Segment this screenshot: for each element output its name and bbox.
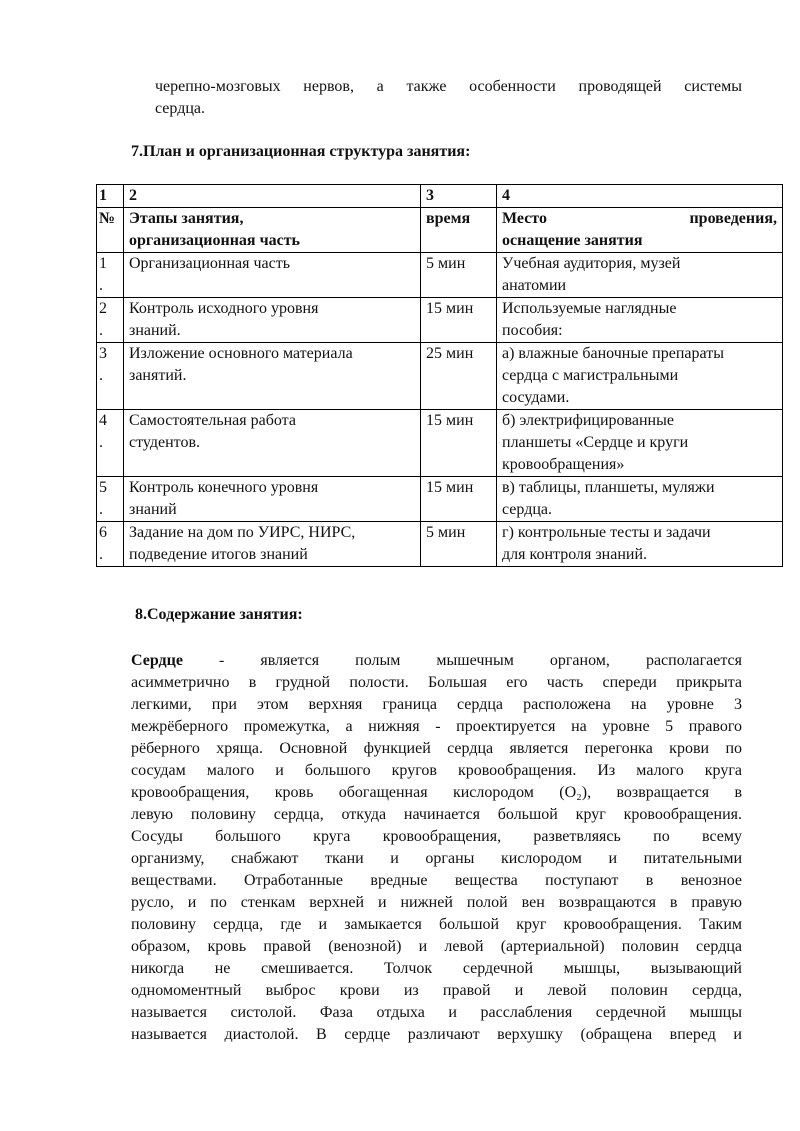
content-line: сосудам малого и большого кругов кровообращения. Из малого круга: [131, 762, 742, 779]
table-header-row: [97, 208, 783, 253]
content-line: кровообращения, кровь обогащенная кислородом (O₂), возвращается в: [131, 784, 742, 801]
row-number: [97, 410, 124, 477]
row-number: [97, 343, 124, 410]
place-cell: [497, 410, 783, 477]
content-line: называется диастолой. В сердце различают верхушку (обращена вперед и: [131, 1026, 742, 1043]
row-number-digit: 5: [99, 479, 107, 496]
row-number-dot: .: [99, 277, 103, 294]
table-number-row: [97, 185, 783, 208]
table-row: [97, 298, 783, 343]
content-line: организму, снабжают ткани и органы кислородом и питательными: [131, 850, 742, 867]
stage-line: знаний.: [129, 322, 181, 339]
content-line: никогда не смешивается. Толчок сердечной мышцы, вызывающий: [131, 960, 742, 977]
content-line: называется систолой. Фаза отдыха и расслабления сердечной мышцы: [131, 1004, 742, 1021]
content-line: одномоментный выброс крови из правой и левой половин сердца,: [131, 982, 742, 999]
time-cell: 25 мин: [421, 343, 497, 410]
row-number-dot: .: [99, 322, 103, 339]
col-number-2: 2: [124, 185, 421, 208]
place-line: для контроля знаний.: [502, 546, 647, 563]
intro-line: сердца.: [155, 100, 205, 117]
time-cell: 15 мин: [421, 410, 497, 477]
table-row: [97, 410, 783, 477]
header-stages-line: Этапы занятия,: [129, 210, 244, 227]
header-stages: [124, 208, 421, 253]
row-number: [97, 253, 124, 298]
row-number-dot: .: [99, 367, 103, 384]
place-line: планшеты «Сердце и круги: [502, 434, 689, 451]
stage-line: студентов.: [129, 434, 201, 451]
place-line: б) электрифицированные: [502, 412, 674, 429]
place-line: Используемые наглядные: [502, 300, 677, 317]
stage-cell: [124, 410, 421, 477]
row-number-digit: 1: [99, 255, 107, 272]
intro-paragraph: [155, 76, 742, 120]
content-line: асимметрично в грудной полости. Большая его часть спереди прикрыта: [131, 674, 742, 691]
place-line: сосудами.: [502, 389, 570, 406]
row-number-dot: .: [99, 546, 103, 563]
stage-line: Организационная часть: [129, 255, 291, 272]
stage-line: Контроль конечного уровня: [129, 479, 319, 496]
table-row: [97, 477, 783, 522]
header-place: [497, 208, 783, 253]
row-number: [97, 477, 124, 522]
row-number-digit: 2: [99, 300, 107, 317]
stage-cell: [124, 253, 421, 298]
place-line: пособия:: [502, 322, 563, 339]
row-number-dot: .: [99, 501, 103, 518]
place-line: в) таблицы, планшеты, муляжи: [502, 479, 715, 496]
place-line: анатомии: [502, 277, 567, 294]
place-cell: [497, 477, 783, 522]
place-line: Учебная аудитория, музей: [502, 255, 681, 272]
place-line: сердца с магистральными: [502, 367, 679, 384]
stage-cell: [124, 343, 421, 410]
content-line: половину сердца, где и замыкается большой круг кровообращения. Таким: [131, 916, 742, 933]
time-cell: 5 мин: [421, 522, 497, 567]
table-row: [97, 253, 783, 298]
stage-cell: [124, 298, 421, 343]
content-line-rest: - является полым мышечным органом, располагается: [182, 652, 742, 669]
place-line: сердца.: [502, 501, 552, 518]
stage-cell: [124, 522, 421, 567]
content-line: рёберного хряща. Основной функцией сердца является перегонка крови по: [131, 740, 742, 757]
header-time: время: [421, 208, 497, 253]
stage-line: Самостоятельная работа: [129, 412, 296, 429]
col-number-3: 3: [421, 185, 497, 208]
lesson-plan-table: [96, 184, 783, 567]
place-line: кровообращения»: [502, 456, 625, 473]
content-line: Сосуды большого круга кровообращения, разветвляясь по всему: [131, 828, 742, 845]
header-place-line: Место проведения,: [502, 210, 777, 227]
section-7-heading: 7.План и организационная структура занятия:: [131, 143, 471, 160]
content-line: межрёберного промежутка, а нижняя - проектируется на уровне 5 правого: [131, 718, 742, 735]
section-8-heading: 8.Содержание занятия:: [135, 606, 303, 623]
stage-line: Задание на дом по УИРС, НИРС,: [129, 524, 356, 541]
stage-line: подведение итогов знаний: [129, 546, 308, 563]
stage-line: знаний: [129, 501, 177, 518]
table-row: [97, 522, 783, 567]
row-number-digit: 6: [99, 524, 107, 541]
time-cell: 15 мин: [421, 477, 497, 522]
stage-cell: [124, 477, 421, 522]
stage-line: занятий.: [129, 367, 187, 384]
header-stages-line: организационная часть: [129, 232, 301, 249]
row-number-digit: 3: [99, 345, 107, 362]
header-number-sign: №: [97, 208, 124, 253]
content-line: легкими, при этом верхняя граница сердца расположена на уровне 3: [131, 696, 742, 713]
heart-term: Сердце: [131, 652, 183, 669]
place-cell: [497, 298, 783, 343]
place-cell: [497, 343, 783, 410]
row-number: [97, 298, 124, 343]
place-cell: [497, 253, 783, 298]
stage-line: Контроль исходного уровня: [129, 300, 319, 317]
header-place-line: оснащение занятия: [502, 232, 643, 249]
time-cell: 15 мин: [421, 298, 497, 343]
content-line: веществами. Отработанные вредные вещества поступают в венозное: [131, 872, 742, 889]
place-line: а) влажные баночные препараты: [502, 345, 724, 362]
content-paragraph: [131, 650, 742, 1046]
content-line: русло, и по стенкам верхней и нижней полой вен возвращаются в правую: [131, 894, 742, 911]
row-number-digit: 4: [99, 412, 107, 429]
place-line: г) контрольные тесты и задачи: [502, 524, 711, 541]
row-number-dot: .: [99, 434, 103, 451]
col-number-4: 4: [497, 185, 783, 208]
stage-line: Изложение основного материала: [129, 345, 353, 362]
content-line: [131, 650, 742, 672]
time-cell: 5 мин: [421, 253, 497, 298]
intro-line: черепно-мозговых нервов, а также особенности проводящей системы: [155, 78, 742, 95]
content-line: левую половину сердца, откуда начинается большой круг кровообращения.: [131, 806, 742, 823]
place-cell: [497, 522, 783, 567]
content-line: образом, кровь правой (венозной) и левой (артериальной) половин сердца: [131, 938, 742, 955]
table-row: [97, 343, 783, 410]
row-number: [97, 522, 124, 567]
col-number-1: 1: [97, 185, 124, 208]
